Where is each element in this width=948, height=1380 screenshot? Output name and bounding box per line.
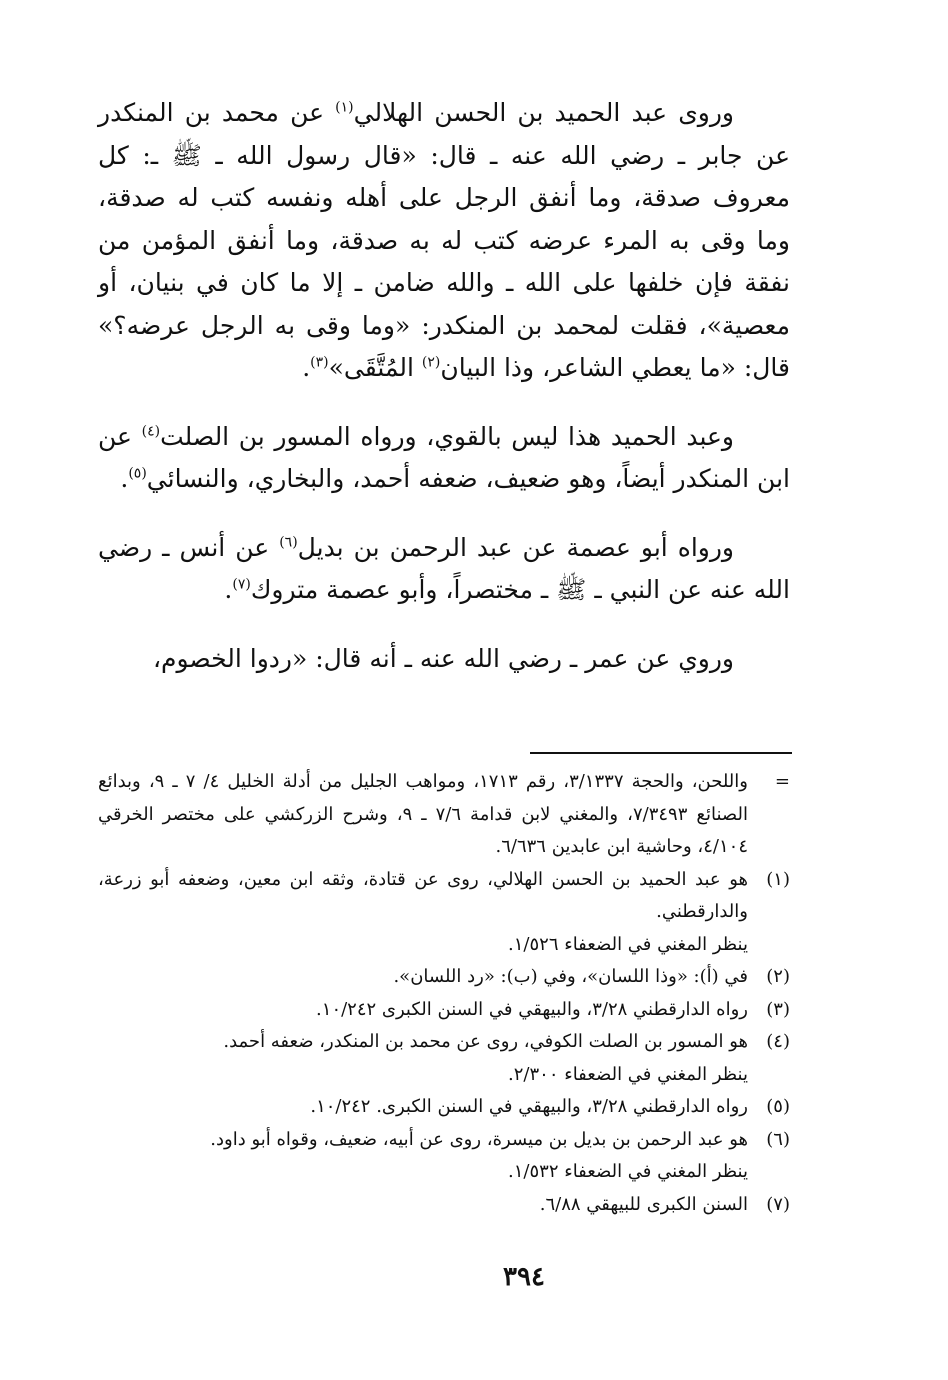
footnote-ref-6[interactable]: (٦) [279, 534, 298, 551]
paragraph-4-text-a: وروي عن عمر ـ رضي الله عنه ـ أنه قال: «ردوا الخصوم، [152, 643, 734, 673]
paragraph-3-text-a: ورواه أبو عصمة عن عبد الرحمن بن بديل [297, 532, 734, 562]
footnote-separator [530, 752, 792, 754]
footnote-number: (٦) [766, 1128, 790, 1150]
footnote-number: (٢) [766, 966, 790, 987]
paragraph-4 [98, 638, 790, 681]
footnote-ref-2[interactable]: (٢) [421, 354, 441, 371]
footnote-line: رواه الدارقطني ٣/٢٨، والبيهقي في السنن الكبرى ١٠/٢٤٢. [316, 998, 748, 1020]
footnote-continuation [98, 766, 790, 864]
footnote-number: (٤) [766, 1031, 790, 1052]
main-text [98, 92, 790, 706]
footnote-5 [98, 1091, 790, 1124]
footnote-body [98, 1189, 748, 1222]
footnote-ref-5[interactable]: (٥) [128, 465, 147, 482]
paragraph-3 [98, 527, 790, 612]
footnote-body [98, 864, 748, 962]
paragraph-1-text-b: عن محمد بن المنكدر عن جابر ـ رضي الله عنه ـ قال: «قال رسول الله ـ ﷺ ـ: كل معروف صدقة، وما أنفق الرجل على أهله ونفسه كتب له صدقة، وما وقى به المرء عرضه كتب له به صدقة، وما أنفق المؤمن من نفقة فإن خلفها على الله ـ والله ضامن ـ إلا ما كان في بنيان، أو معصية»، فقلت لمحمد بن المنكدر: «وما وقى به الرجل عرضه؟» قال: «ما يعطي الشاعر، وذا البيان [98, 98, 790, 382]
footnote-ref-4[interactable]: (٤) [141, 423, 161, 440]
footnote-6 [98, 1124, 790, 1189]
footnote-body [98, 766, 748, 864]
footnote-4 [98, 1026, 790, 1091]
footnote-number: = [774, 771, 790, 792]
footnote-line: رواه الدارقطني ٣/٢٨، والبيهقي في السنن الكبرى. ١٠/٢٤٢. [310, 1096, 748, 1117]
page-number: ٣٩٤ [503, 1262, 545, 1292]
footnote-body [98, 994, 748, 1027]
footnote-line: هو عبد الحميد بن الحسن الهلالي، روى عن قتادة، وثقه ابن معين، وضعفه أبو زرعة، والدارقطني. [98, 868, 748, 922]
paragraph-2-text-a: وعبد الحميد هذا ليس بالقوي، ورواه المسور بن الصلت [160, 421, 734, 451]
footnote-number: (٧) [766, 1193, 790, 1215]
footnote-line: ينظر المغني في الضعفاء ٢/٣٠٠. [508, 1063, 748, 1085]
footnote-line: هو عبد الرحمن بن بديل بن ميسرة، روى عن أبيه، ضعيف، وقواه أبو داود. [210, 1128, 748, 1150]
footnote-ref-7[interactable]: (٧) [232, 576, 251, 593]
paragraph-2-text-b: عن ابن المنكدر أيضاً، وهو ضعيف، ضعفه أحمد، والبخاري، والنسائي [98, 421, 790, 493]
footnote-ref-3[interactable]: (٣) [310, 354, 329, 371]
paragraph-2-text-c: . [120, 464, 129, 493]
paragraph-1 [98, 92, 790, 390]
footnote-line: ينظر المغني في الضعفاء ١/٥٣٢. [508, 1161, 748, 1182]
paragraph-1-text-a: وروى عبد الحميد بن الحسن الهلالي [353, 98, 735, 127]
footnote-line: السنن الكبرى للبيهقي ٦/٨٨. [539, 1193, 748, 1215]
footnote-ref-1[interactable]: (١) [335, 99, 354, 116]
footnote-number: (١) [766, 868, 790, 890]
footnote-line: واللحن، والحجة ٣/١٣٣٧، رقم ١٧١٣، ومواهب الجليل من أدلة الخليل ٤/ ٧ ـ ٩، وبدائع الصنائع ٧/٣٤٩٣، والمغني لابن قدامة ٧/٦ ـ ٩، وشرح الزركشي على مختصر الخرقي ٤/١٠٤، وحاشية ابن عابدين ٦/٦٣٦. [98, 771, 749, 857]
paragraph-1-text-d: . [302, 353, 311, 382]
paragraph-1-text-c: المُتَّقَى» [328, 353, 422, 382]
footnote-body [98, 1026, 748, 1091]
footnote-line: هو المسور بن الصلت الكوفي، روى عن محمد بن المنكدر، ضعفه أحمد. [223, 1031, 748, 1052]
footnote-number: (٥) [766, 1096, 790, 1117]
paragraph-3-text-c: . [224, 575, 233, 604]
footnote-number: (٣) [766, 998, 790, 1020]
footnote-2 [98, 961, 790, 994]
footnote-1 [98, 864, 790, 962]
footnote-line: ينظر المغني في الضعفاء ١/٥٢٦. [508, 933, 748, 955]
paragraph-2 [98, 416, 790, 501]
footnote-body [98, 1124, 748, 1189]
footnote-line: في (أ): «وذا اللسان»، وفي (ب): «رد اللسان». [393, 966, 748, 987]
footnote-7 [98, 1189, 790, 1222]
footnote-3 [98, 994, 790, 1027]
footnotes [98, 766, 790, 1221]
footnote-body [98, 1091, 748, 1124]
paragraph-3-text-b: عن أنس ـ رضي الله عنه عن النبي ـ ﷺ ـ مختصراً، وأبو عصمة متروك [98, 532, 790, 604]
footnote-body [98, 961, 748, 994]
